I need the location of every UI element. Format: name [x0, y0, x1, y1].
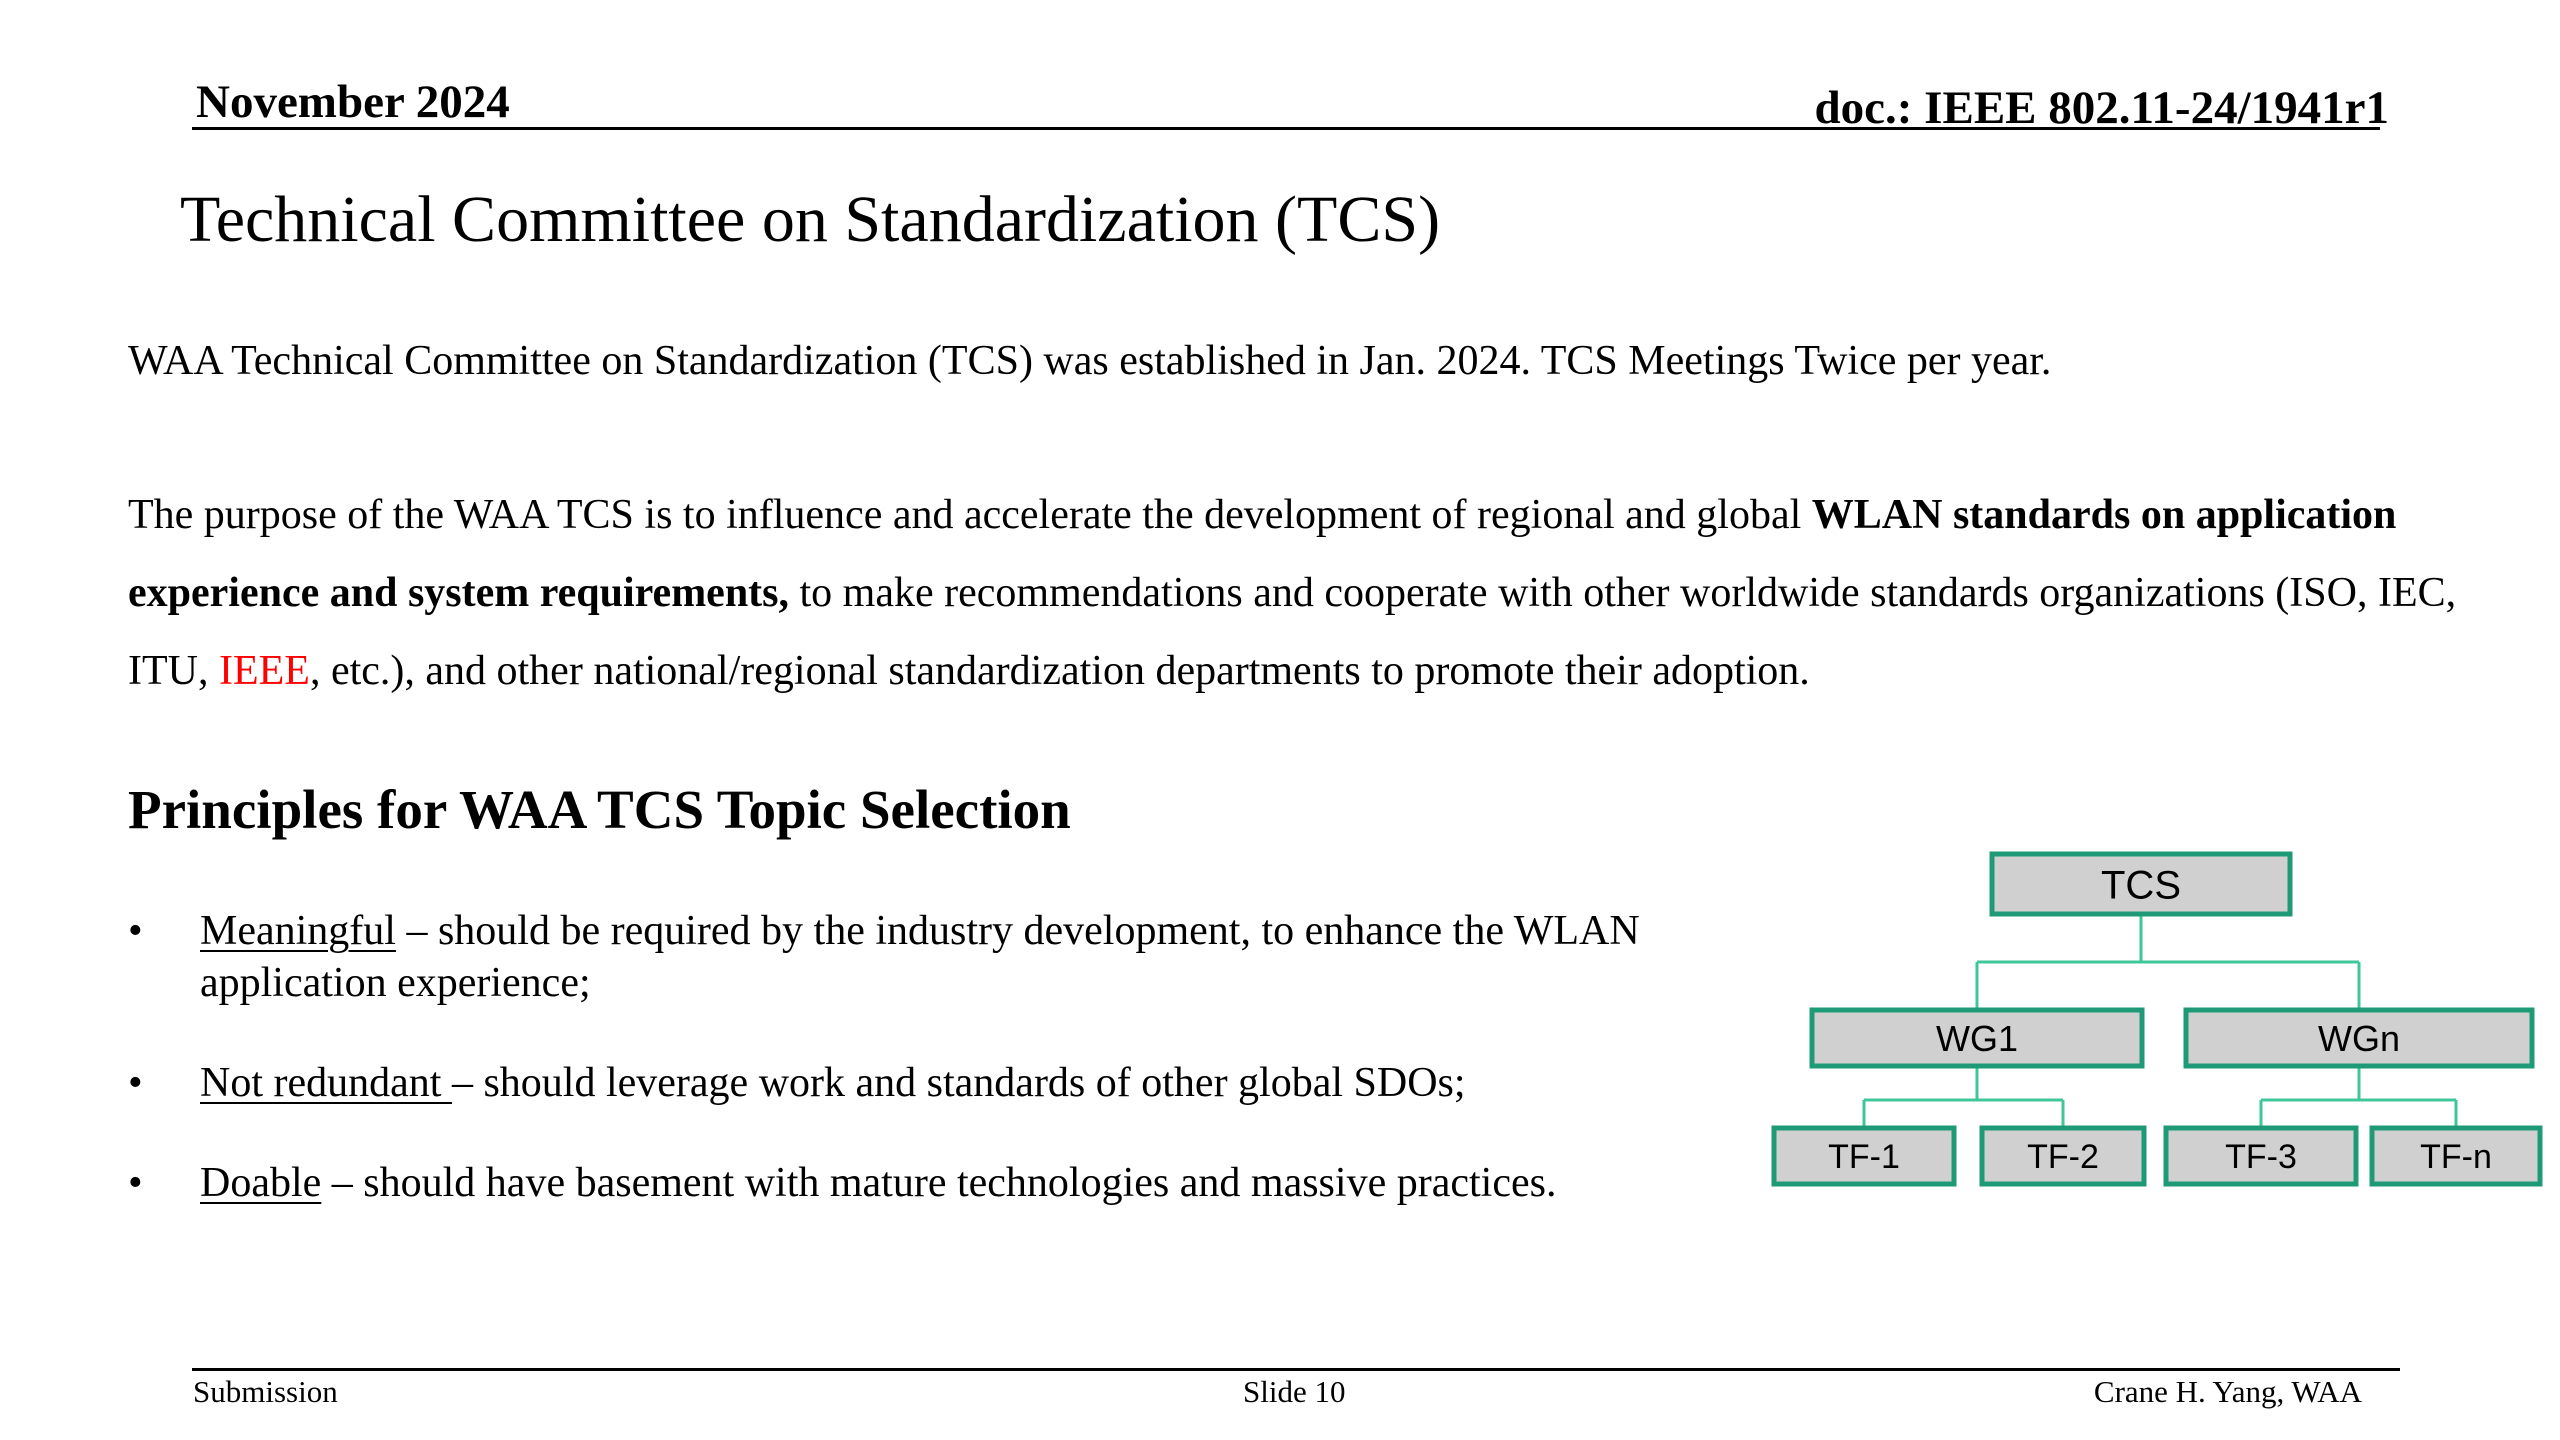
principles-heading: Principles for WAA TCS Topic Selection — [128, 779, 1071, 840]
footer-author: Crane H. Yang, WAA — [2093, 1374, 2362, 1409]
principle-text — [200, 1057, 1780, 1109]
org-node-task-force — [1982, 1128, 2144, 1184]
header-rule — [192, 127, 2380, 130]
purpose-text-2: to make recommendations and cooperate with other worldwide standards organizations (ISO, IEC, ITU, — [128, 570, 2457, 694]
org-node-task-force-label: TF-3 — [2225, 1138, 2297, 1177]
org-node-task-force-label: TF-1 — [1828, 1138, 1900, 1177]
org-node-task-force — [1774, 1128, 1954, 1184]
principle-desc: – should have basement with mature technologies and massive practices. — [321, 1160, 1557, 1206]
principle-term: Not redundant — [200, 1060, 452, 1106]
intro-paragraph: WAA Technical Committee on Standardization (TCS) was established in Jan. 2024. TCS Meetings Twice per year. — [128, 338, 2052, 384]
bullet-icon: • — [128, 1160, 143, 1206]
org-node-root-label: TCS — [2101, 863, 2181, 908]
org-node-working-group-label: WGn — [2317, 1017, 2401, 1059]
org-node-task-force-label: TF-n — [2420, 1138, 2492, 1177]
header-date: November 2024 — [196, 76, 510, 128]
footer-slide-number: Slide 10 — [1243, 1374, 1346, 1409]
org-node-task-force — [2166, 1128, 2356, 1184]
bullet-icon: • — [128, 1060, 143, 1106]
org-node-root — [1992, 854, 2290, 914]
principle-term: Doable — [200, 1160, 322, 1206]
bullet-icon: • — [128, 908, 143, 954]
principle-term: Meaningful — [200, 908, 396, 954]
org-node-working-group-label: WG1 — [1935, 1017, 2019, 1059]
org-chart-boxes — [1774, 854, 2540, 1184]
org-node-working-group — [1812, 1010, 2142, 1066]
purpose-ieee-highlight: IEEE — [218, 648, 310, 694]
slide-title: Technical Committee on Standardization (TCS) — [180, 183, 1441, 256]
footer-submission: Submission — [193, 1374, 338, 1409]
footer-rule — [192, 1368, 2400, 1371]
principle-desc: – should leverage work and standards of other global SDOs; — [451, 1060, 1466, 1106]
header-doc-id: doc.: IEEE 802.11-24/1941r1 — [1814, 82, 2389, 134]
principle-text — [200, 1157, 1780, 1209]
org-node-working-group — [2186, 1010, 2532, 1066]
purpose-paragraph — [128, 476, 2528, 710]
principle-desc: – should be required by the industry development, to enhance the WLAN application experience; — [200, 908, 1640, 1006]
org-node-task-force-label: TF-2 — [2027, 1138, 2099, 1177]
principle-text — [200, 905, 1780, 1009]
purpose-text-1: The purpose of the WAA TCS is to influence and accelerate the development of regional and global — [128, 492, 1812, 538]
org-node-task-force — [2372, 1128, 2540, 1184]
purpose-bold-text: WLAN standards on application experience and system requirements, — [128, 492, 2397, 616]
purpose-text-3: , etc.), and other national/regional standardization departments to promote their adoption. — [309, 648, 1810, 694]
org-chart — [1760, 848, 2560, 1198]
